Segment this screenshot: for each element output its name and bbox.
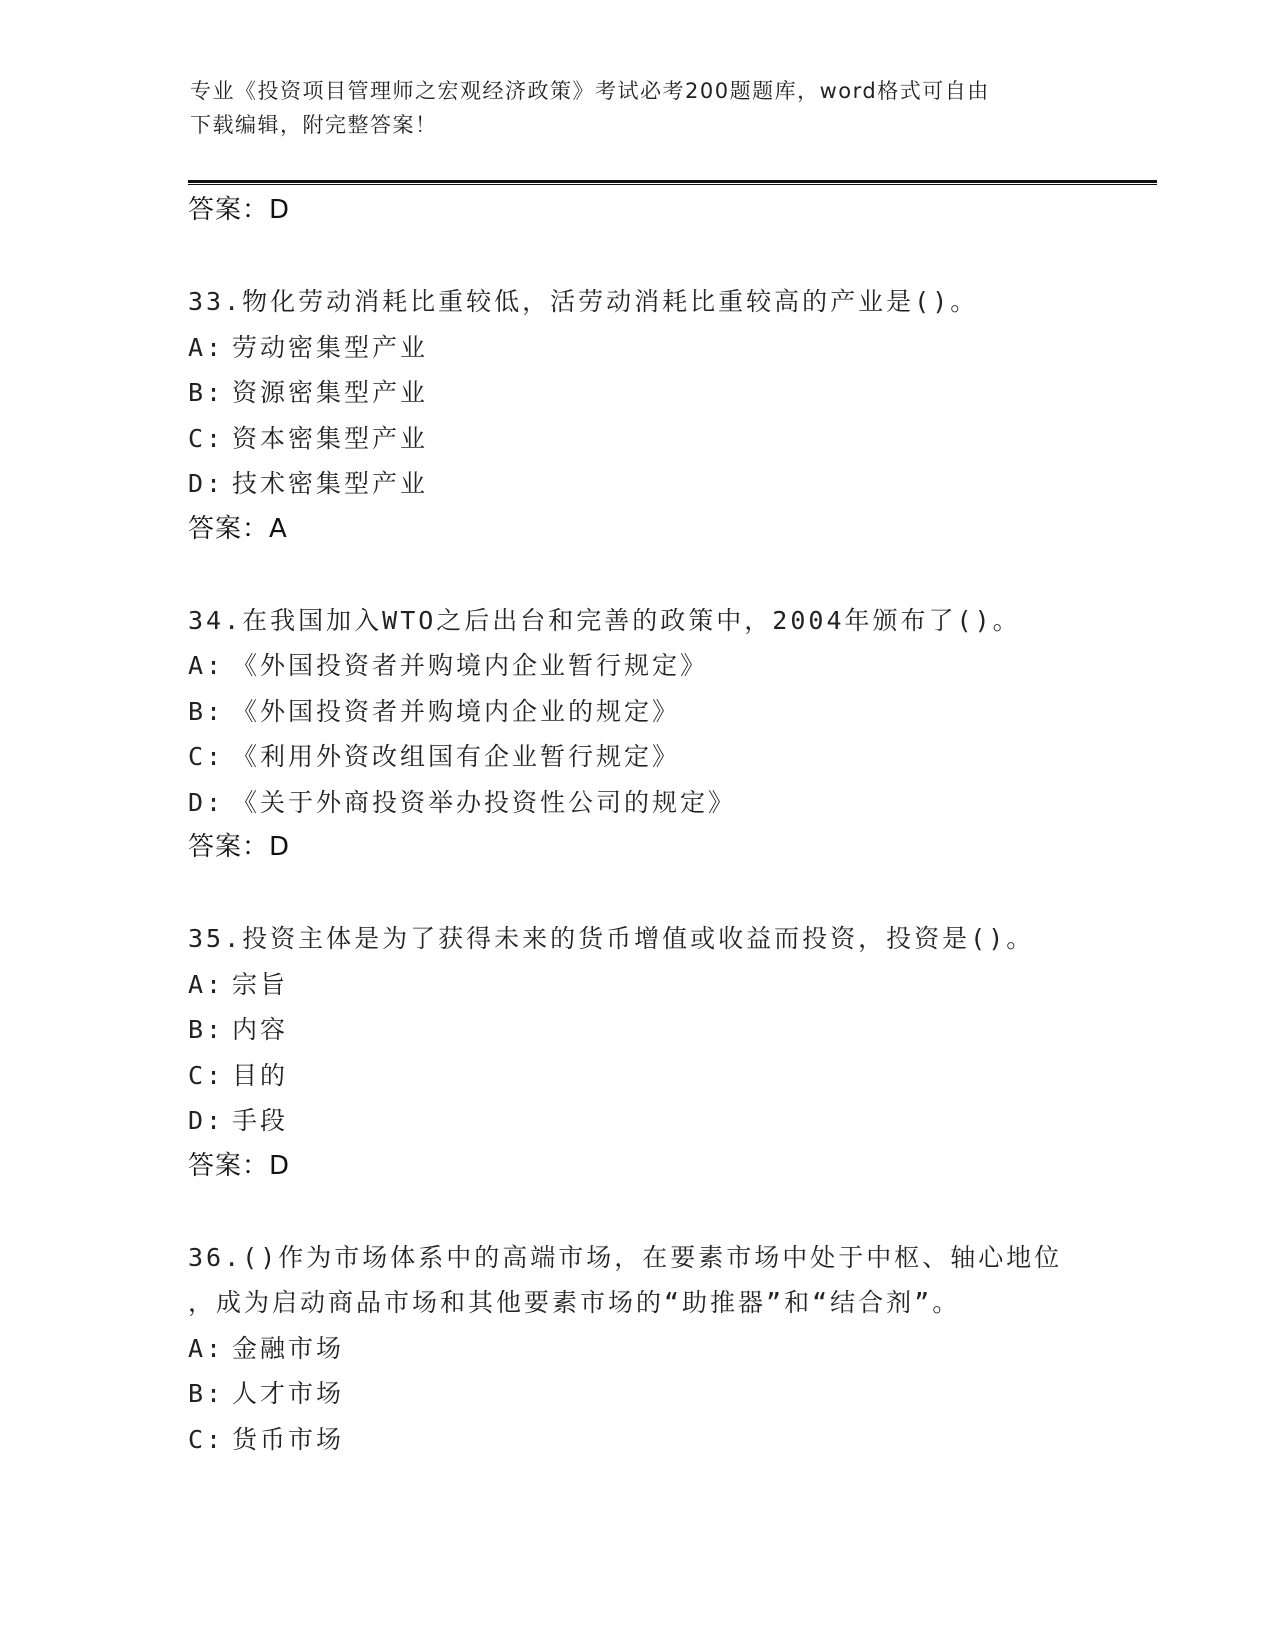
spacer xyxy=(188,552,1148,598)
option-key: D: xyxy=(188,1106,225,1135)
option-text: 技术密集型产业 xyxy=(232,469,429,498)
option-key: A: xyxy=(188,969,225,999)
spacer xyxy=(188,233,1148,279)
option-text: 《外国投资者并购境内企业暂行规定》 xyxy=(232,651,709,680)
question-34 xyxy=(188,598,1148,917)
option-b xyxy=(188,370,1148,416)
option-key: D: xyxy=(188,787,225,817)
question-stem: 34.在我国加入WTO之后出台和完善的政策中，2004年颁布了()。 xyxy=(188,605,1021,635)
answer-line: 答案：D xyxy=(188,832,291,862)
option-text: 《利用外资改组国有企业暂行规定》 xyxy=(232,742,681,771)
option-text: 手段 xyxy=(232,1106,289,1135)
answer-line: 答案：D xyxy=(188,195,291,225)
option-key: A: xyxy=(188,332,225,362)
question-35 xyxy=(188,916,1148,1235)
option-key: C: xyxy=(188,742,225,771)
option-text: 内容 xyxy=(232,1015,289,1044)
option-key: B: xyxy=(188,696,225,726)
option-c xyxy=(188,1053,1148,1099)
option-c xyxy=(188,416,1148,462)
option-text: 资本密集型产业 xyxy=(232,423,429,453)
question-36 xyxy=(188,1235,1148,1463)
question-stem: 35.投资主体是为了获得未来的货币增值或收益而投资，投资是()。 xyxy=(188,924,1035,953)
option-d xyxy=(188,461,1148,507)
option-a xyxy=(188,643,1148,689)
option-key: C: xyxy=(188,423,225,453)
option-text: 货币市场 xyxy=(232,1424,345,1454)
option-b xyxy=(188,689,1148,735)
option-text: 目的 xyxy=(232,1060,289,1090)
option-c xyxy=(188,1417,1148,1463)
question-stem-line-1: 36.()作为市场体系中的高端市场，在要素市场中处于中枢、轴心地位 xyxy=(188,1242,1063,1272)
option-key: C: xyxy=(188,1424,225,1454)
option-b xyxy=(188,1371,1148,1417)
option-text: 宗旨 xyxy=(232,969,289,999)
option-key: B: xyxy=(188,378,225,407)
option-text: 劳动密集型产业 xyxy=(232,332,429,362)
question-stem: 33.物化劳动消耗比重较低，活劳动消耗比重较高的产业是()。 xyxy=(188,287,979,316)
header-line-2: 下载编辑，附完整答案！ xyxy=(190,113,438,137)
option-text: 资源密集型产业 xyxy=(232,378,429,407)
option-d xyxy=(188,780,1148,826)
question-33 xyxy=(188,279,1148,598)
answer-line: 答案：D xyxy=(188,1150,291,1181)
option-key: B: xyxy=(188,1379,225,1408)
option-a xyxy=(188,1326,1148,1372)
header-divider xyxy=(188,180,1157,185)
question-stem-line-2: ，成为启动商品市场和其他要素市场的“助推器”和“结合剂”。 xyxy=(188,1288,961,1317)
spacer xyxy=(188,870,1148,916)
option-key: A: xyxy=(188,1333,225,1363)
option-text: 《关于外商投资举办投资性公司的规定》 xyxy=(232,787,737,817)
option-a xyxy=(188,962,1148,1008)
option-a xyxy=(188,325,1148,371)
header-line-1: 专业《投资项目管理师之宏观经济政策》考试必考200题题库，word格式可自由 xyxy=(190,79,990,103)
option-text: 人才市场 xyxy=(232,1379,345,1408)
option-key: A: xyxy=(188,651,225,680)
option-b xyxy=(188,1007,1148,1053)
option-key: B: xyxy=(188,1015,225,1044)
answer-line: 答案：A xyxy=(188,513,288,544)
option-text: 《外国投资者并购境内企业的规定》 xyxy=(232,696,681,726)
option-c xyxy=(188,734,1148,780)
spacer xyxy=(188,1189,1148,1235)
option-key: C: xyxy=(188,1060,225,1090)
option-text: 金融市场 xyxy=(232,1333,345,1363)
document-body xyxy=(188,188,1148,1462)
option-d xyxy=(188,1098,1148,1144)
option-key: D: xyxy=(188,469,225,498)
page-header xyxy=(190,74,1090,142)
